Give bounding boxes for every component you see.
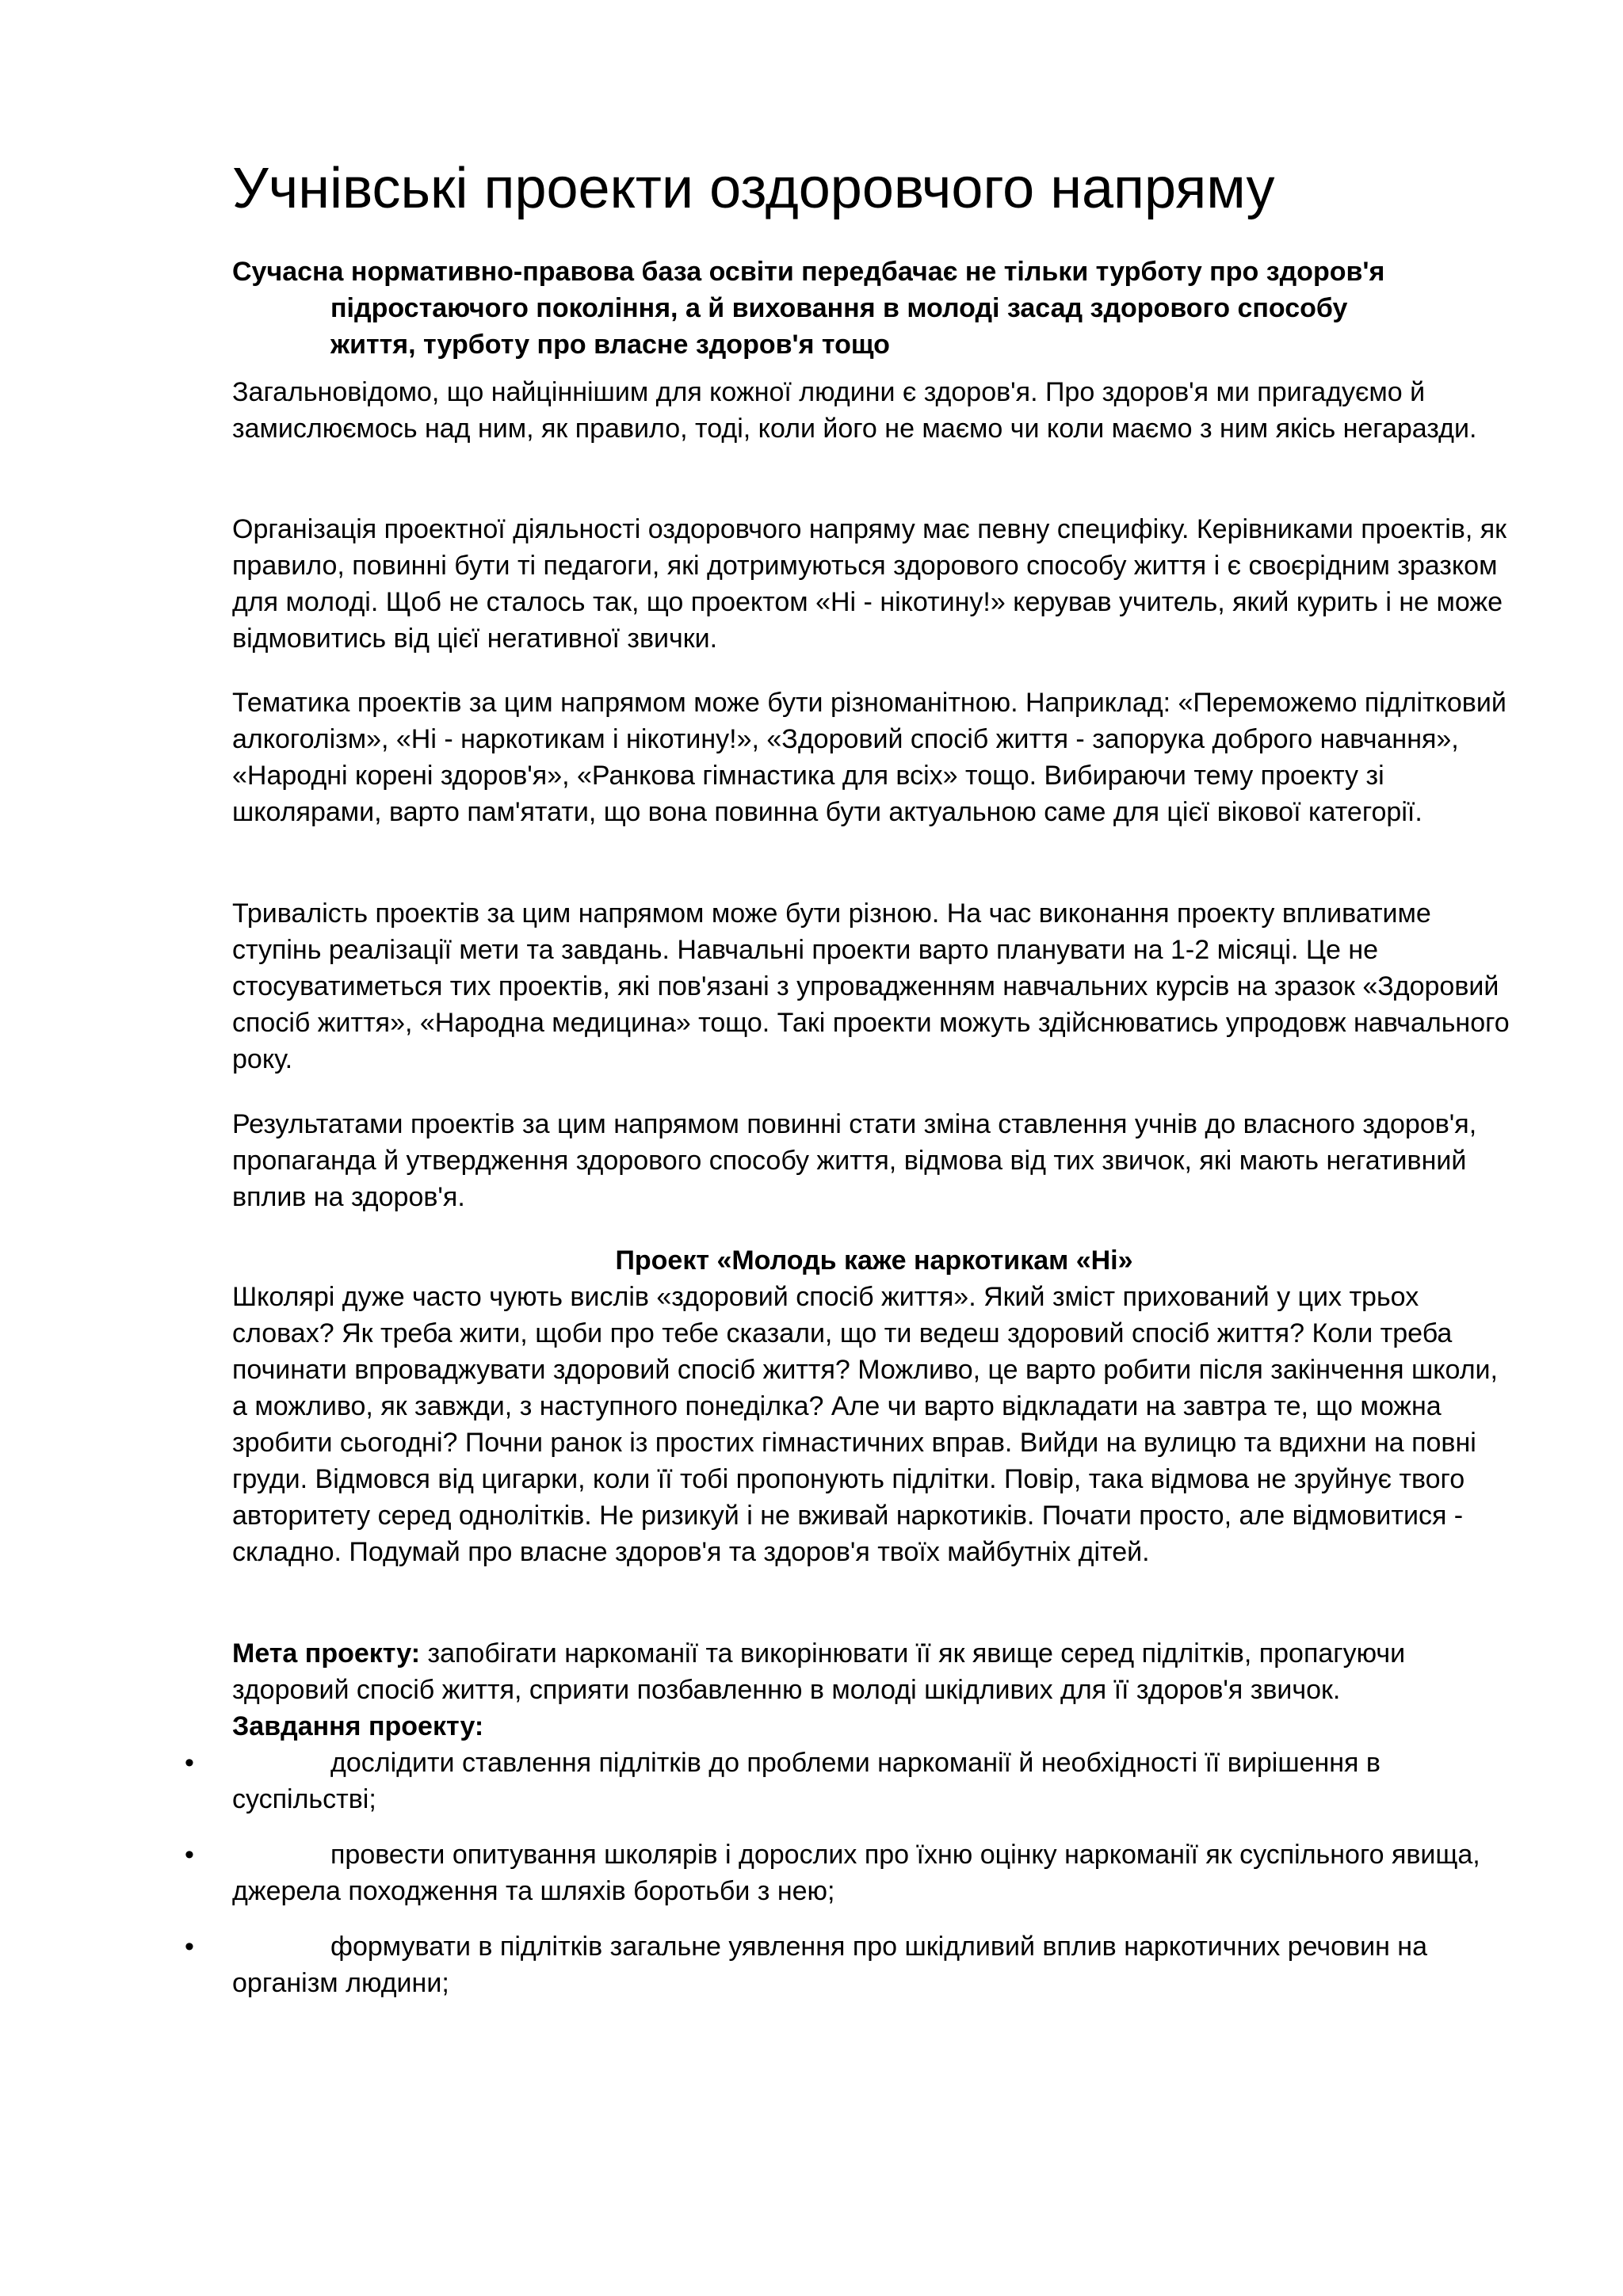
list-item [185, 1836, 1516, 1909]
page-title: Учнівські проекти оздоровчого напряму [232, 157, 1275, 220]
lead-line-2: підростаючого покоління, а й виховання в молоді засад здорового способу [330, 293, 1348, 323]
goal-text: запобігати наркоманії та викорінювати її як явище серед підлітків, пропагуючи здоровий спосіб життя, сприяти позбавленню в молоді шкідливих для її здоров'я звичок. [232, 1638, 1406, 1705]
lead-subtitle [232, 254, 1516, 363]
goal-label: Мета проекту: [232, 1638, 421, 1669]
task-text: дослідити ставлення підлітків до проблеми наркоманії й необхідності її вирішення в суспільстві; [232, 1748, 1381, 1814]
paragraph-organization: Організація проектної діяльності оздоровчого напряму має певну специфіку. Керівниками проектів, як правило, повинні бути ті педагоги, які дотримуються здорового способу життя і є своєрідним зразком для молоді. Щоб не сталось так, що проектом «Ні - нікотину!» керував учитель, який курить і не може відмовитись від цієї негативної звички. [232, 514, 1507, 654]
bullet-icon: • [185, 1748, 194, 1778]
project-description: Школярі дуже часто чують вислів «здоровий спосіб життя». Який зміст прихований у цих трьох словах? Як треба жити, щоби про тебе сказали, що ти ведеш здоровий спосіб життя? Коли треба починати впроваджувати здоровий спосіб життя? Можливо, це варто робити після закінчення школи, а можливо, як завжди, з наступного понеділка? Але чи варто відкладати на завтра те, що можна зробити сьогодні? Почни ранок із простих гімнастичних вправ. Вийди на вулицю та вдихни на повні груди. Відмовся від цигарки, коли її тобі пропонують підлітки. Повір, така відмова не зруйнує твого авторитету серед однолітків. Не ризикуй і не вживай наркотиків. Почати просто, але відмовитися - складно. Подумай про власне здоров'я та здоров'я твоїх майбутніх дітей. [232, 1282, 1498, 1567]
list-item [185, 1928, 1516, 2001]
project-goal [232, 1635, 1516, 1708]
bullet-icon: • [185, 1840, 194, 1870]
paragraph-duration: Тривалість проектів за цим напрямом може бути різною. На час виконання проекту впливатиме ступінь реалізації мети та завдань. Навчальні проекти варто планувати на 1-2 місяці. Це не стосуватиметься тих проектів, які пов'язані з упровадженням навчальних курсів на зразок «Здоровий спосіб життя», «Народна медицина» тощо. Такі проекти можуть здійснюватись упродовж навчального року. [232, 898, 1510, 1074]
tasks-label: Завдання проекту: [232, 1711, 484, 1741]
lead-line-1: Сучасна нормативно-правова база освіти передбачає не тільки турботу про здоров'я [232, 257, 1385, 287]
project-heading: Проект «Молодь каже наркотикам «Ні» [615, 1245, 1133, 1276]
paragraph-intro: Загальновідомо, що найціннішим для кожної людини є здоров'я. Про здоров'я ми пригадуємо й замислюємось над ним, як правило, тоді, коли його не маємо чи коли маємо з ним якісь негаразди. [232, 377, 1477, 444]
paragraph-topics: Тематика проектів за цим напрямом може бути різноманітною. Наприклад: «Переможемо підлітковий алкоголізм», «Ні - наркотикам і нікотину!», «Здоровий спосіб життя - запорука доброго навчання», «Народні корені здоров'я», «Ранкова гімнастика для всіх» тощо. Вибираючи тему проекту зі школярами, варто пам'ятати, що вона повинна бути актуальною саме для цієї вікової категорії. [232, 688, 1507, 827]
task-text: формувати в підлітків загальне уявлення про шкідливий вплив наркотичних речовин на організм людини; [232, 1932, 1427, 1998]
paragraph-results: Результатами проектів за цим напрямом повинні стати зміна ставлення учнів до власного здоров'я, пропаганда й утвердження здорового способу життя, відмова від тих звичок, які мають негативний вплив на здоров'я. [232, 1109, 1477, 1212]
bullet-icon: • [185, 1932, 194, 1962]
list-item [185, 1745, 1516, 1817]
task-text: провести опитування школярів і дорослих про їхню оцінку наркоманії як суспільного явища, джерела походження та шляхів боротьби з нею; [232, 1840, 1480, 1906]
lead-line-3: життя, турботу про власне здоров'я тощо [330, 330, 890, 360]
